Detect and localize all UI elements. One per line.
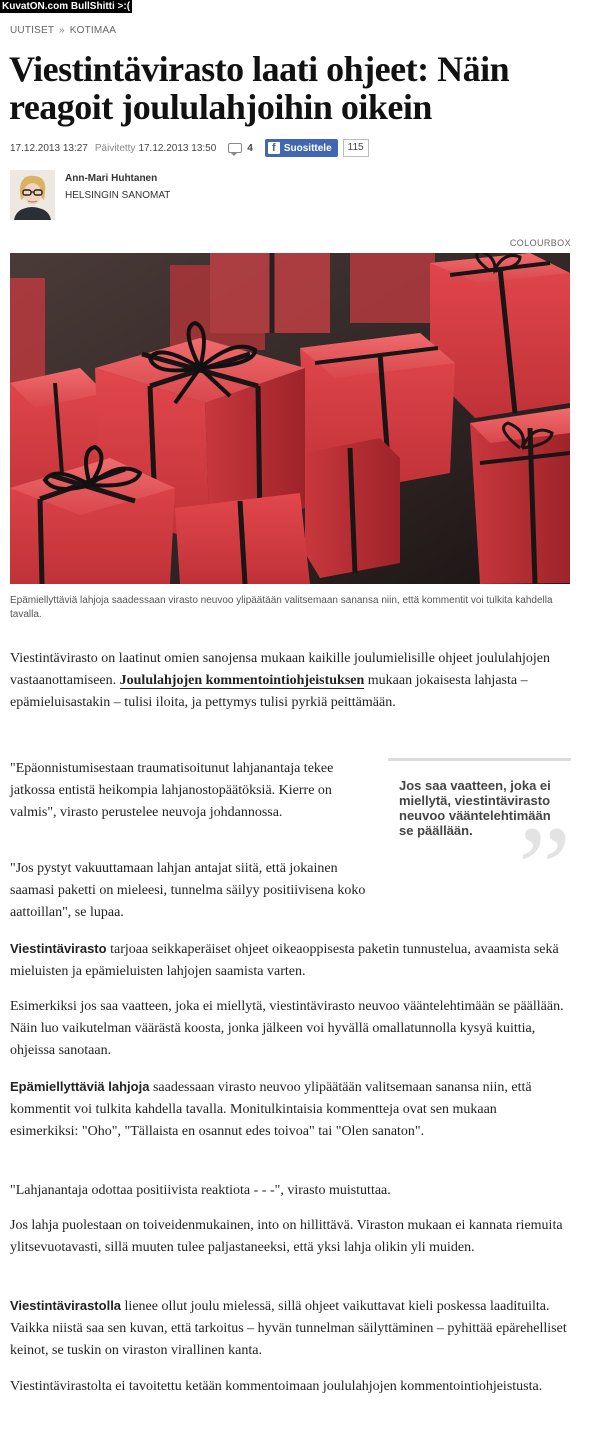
comment-count[interactable]: 4 xyxy=(247,142,253,154)
quote-mark-icon: ” xyxy=(517,801,571,934)
pull-quote xyxy=(388,758,571,934)
paragraph-1-start: Viestintävirasto on laatinut omien sanojensa mukaan kaikille joulumielisille ohjeet joululahjojen vastaanottamiseen. xyxy=(10,651,550,688)
facebook-like-label: Suosittele xyxy=(283,142,332,154)
article-title: Viestintävirasto laati ohjeet: Näin reagoit joululahjoihin oikein xyxy=(9,49,510,127)
author-avatar xyxy=(10,170,55,220)
breadcrumb-section[interactable]: UUTISET xyxy=(10,25,54,36)
published-date: 17.12.2013 13:27 xyxy=(10,142,88,154)
paragraph-2: "Epäonnistumisestaan traumatisoitunut lahjanantaja tekee jatkossa entistä heikompia lahjanostopäätöksiä. Kierre on valmis", virasto perustelee neuvoja johdannossa. xyxy=(10,761,334,820)
image-caption: Epämiellyttäviä lahjoja saadessaan virasto neuvoo ylipäätään valitsemaan sanansa niin, että kommentit voi tulkita kahdella tavalla. xyxy=(10,595,553,620)
image-credit: COLOURBOX xyxy=(509,238,571,248)
updated-date: 17.12.2013 13:50 xyxy=(138,142,217,154)
facebook-icon: f xyxy=(268,142,280,154)
author-name[interactable]: Ann-Mari Huhtanen xyxy=(65,173,158,184)
facebook-like-button[interactable] xyxy=(265,139,338,157)
paragraph-6-lead: Epämiellyttäviä lahjoja xyxy=(10,1079,150,1094)
facebook-like-count: 115 xyxy=(343,139,369,157)
breadcrumb xyxy=(10,25,116,36)
article-hero-image xyxy=(10,253,570,584)
paragraph-5: Esimerkiksi jos saa vaatteen, joka ei miellytä, viestintävirasto neuvoo vääntelehtimään se päällään. Näin luo vaikutelman väärästä koosta, jonka jälkeen voi hyvällä omallatunnolla kysyä kuittia, ohjeissa sanotaan. xyxy=(10,999,564,1058)
paragraph-3: "Jos pystyt vakuuttamaan lahjan antajat siitä, että jokainen saamasi paketti on mieleesi, tunnelma säilyy positiivisena koko aattoillan", se lupaa. xyxy=(10,861,366,920)
paragraph-9-lead: Viestintävirastolla xyxy=(10,1298,122,1313)
updated-label: Päivitetty xyxy=(94,142,136,154)
article-meta xyxy=(10,138,369,158)
paragraph-4-text: tarjoaa seikkaperäiset ohjeet oikeaoppisesta paketin tunnustelua, avaamista sekä mieluisten ja epämieluisten lahjojen saamista varten. xyxy=(10,942,559,979)
paragraph-9 xyxy=(10,1295,568,1362)
paragraph-6 xyxy=(10,1076,568,1143)
author-organization: HELSINGIN SANOMAT xyxy=(65,190,171,201)
pull-quote-text: Jos saa vaatteen, joka ei miellytä, viestintävirasto neuvoo vääntelehtimään se päällään. xyxy=(399,778,551,838)
paragraph-10: Viestintävirastolta ei tavoitettu ketään kommentoimaan joululahjojen kommentointiohjeistusta. xyxy=(10,1379,543,1394)
watermark: KuvatON.com BullShitti >:( xyxy=(2,1,131,12)
paragraph-7: "Lahjanantaja odottaa positiivista reaktiota - - -", virasto muistuttaa. xyxy=(10,1183,391,1198)
breadcrumb-separator: » xyxy=(58,25,65,36)
paragraph-6-text: saadessaan virasto neuvoo ylipäätään valitsemaan sanansa niin, että kommentit voi tulkita kahdella tavalla. Monitulkintaisia kommentteja ovat sen mukaan esimerkiksi: "Oho", "Tällaista en osannut edes toivoa" tai "Olen sanaton". xyxy=(10,1080,532,1139)
paragraph-1-end: mukaan jokaisesta lahjasta – epämieluisastakin – tulisi iloita, ja pettymys tulisi pyrkiä peittämään. xyxy=(10,673,528,710)
paragraph-4 xyxy=(10,938,568,983)
breadcrumb-subsection[interactable]: KOTIMAA xyxy=(69,25,117,36)
author-byline xyxy=(10,170,170,220)
paragraph-8: Jos lahja puolestaan on toiveidenmukainen, into on hillittävä. Viraston mukaan ei kannata riemuita ylitsevuotavasti, sillä muuten tulee paljastaneeksi, että yksi lahja olikin yli muiden. xyxy=(10,1218,563,1255)
paragraph-1 xyxy=(10,648,568,714)
paragraph-9-text: lienee ollut joulu mielessä, sillä ohjeet vaikuttavat kieli poskessa laadituilta. Vaikka niistä saa sen kuvan, että tarkoitus – hyvän tunnelman säilyttäminen – pyhittää epärehelliset keinot, se tuskin on viraston virallinen kanta. xyxy=(10,1299,567,1358)
guide-link[interactable]: Joululahjojen kommentointiohjeistuksen xyxy=(119,673,365,688)
paragraph-4-lead: Viestintävirasto xyxy=(10,941,107,956)
comment-icon[interactable] xyxy=(228,143,242,153)
